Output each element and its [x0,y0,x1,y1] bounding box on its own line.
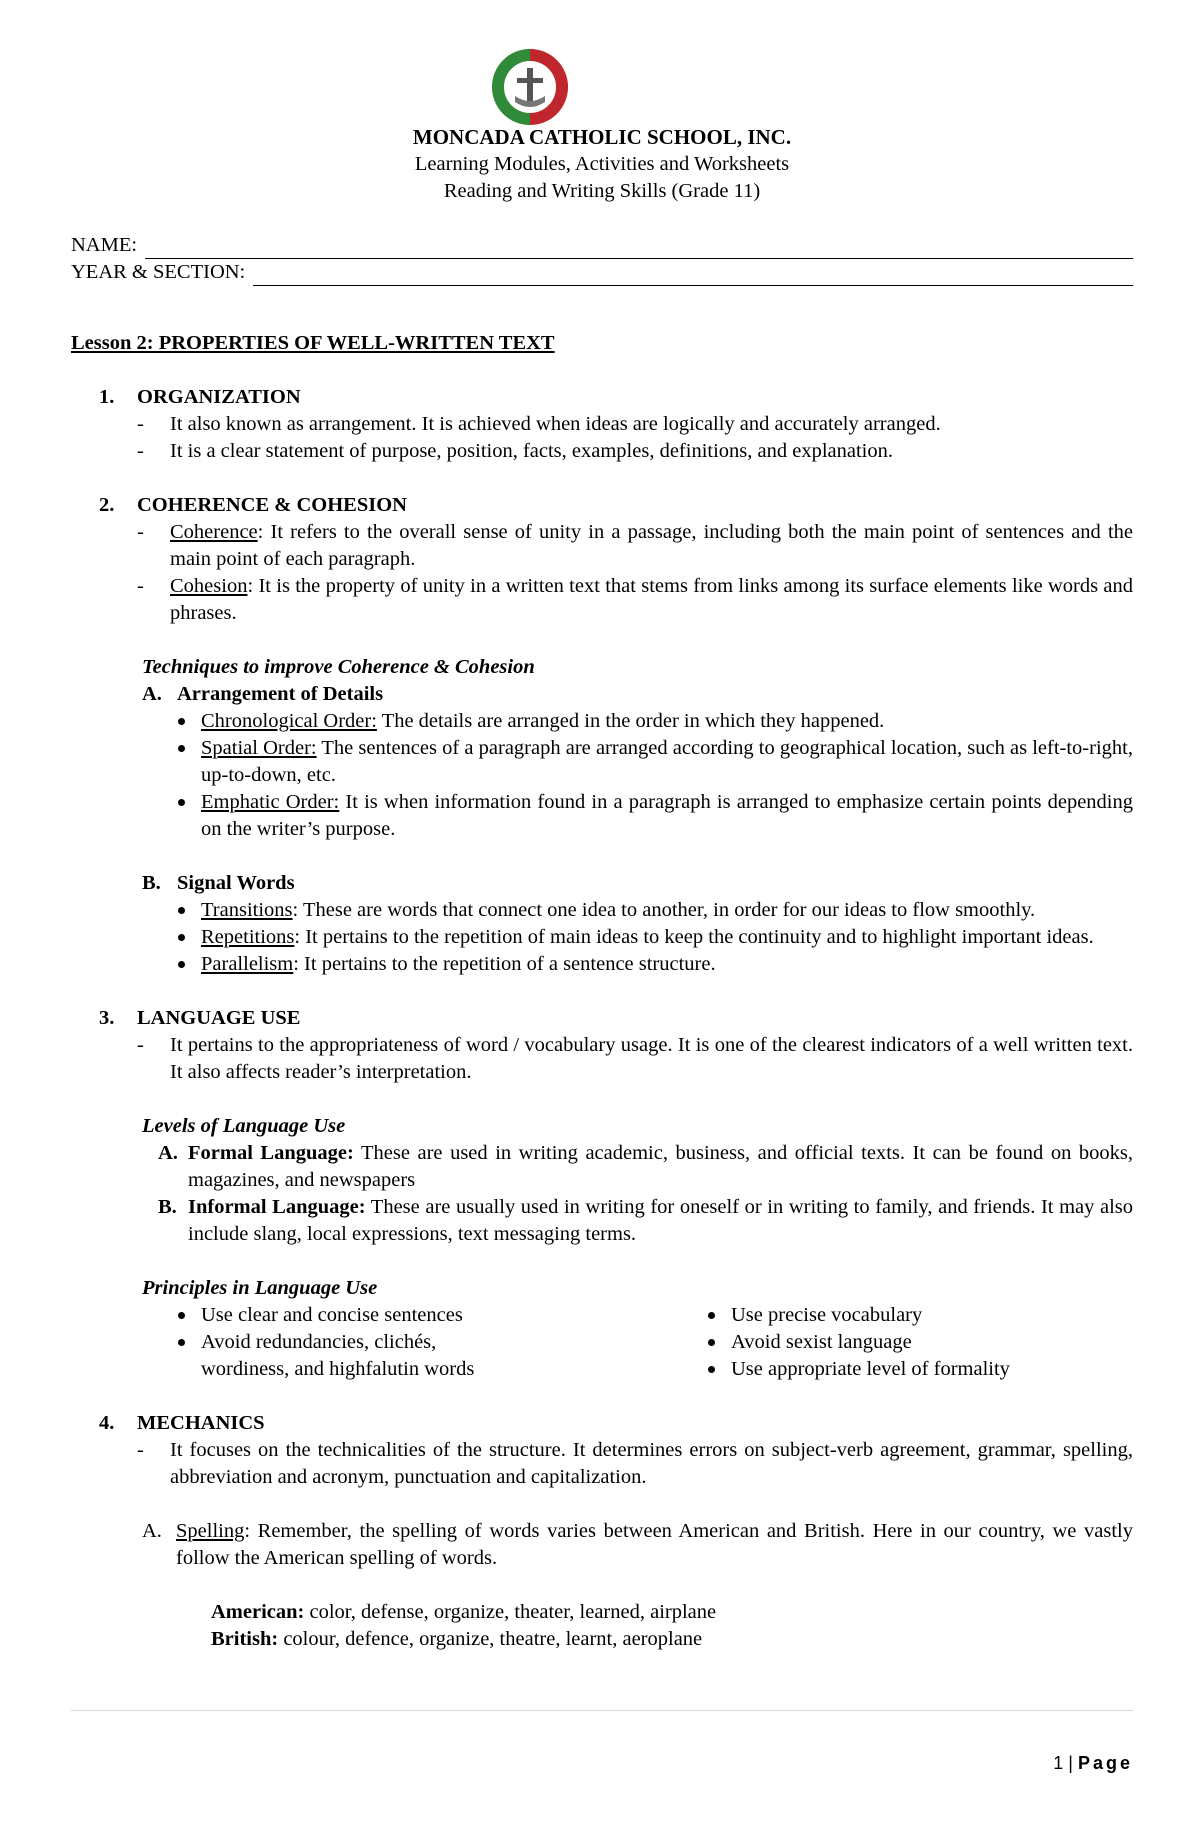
section-mechanics: 4. MECHANICS - It focuses on the technicalities of the structure. It determines errors on subject-verb agreement, grammar, spelling, abbreviation and acronym, punctuation and capitalization. A. Spelling: Remember, the spelling of words varies between American and British. Here in our country, we vastly follow the American spelling of words. American: color, defense, organize, theater, learned, airplane British: colour, defence, organize, theatre, learnt, aeroplane [71,1410,1133,1653]
page-label: Page [1077,1753,1133,1773]
list-item: Avoid sexist language [731,1331,912,1353]
list-item: Emphatic Order: It is when information found in a paragraph is arranged to emphasize certain points depending on the writer’s purpose. [201,791,1133,840]
list-item: Repetitions: It pertains to the repetition of main ideas to keep the continuity and to highlight important ideas. [201,926,1094,948]
list-item: It is a clear statement of purpose, position, facts, examples, definitions, and explanation. [170,440,893,462]
term-coherence: Coherence [170,521,258,543]
list-item: Use appropriate level of formality [731,1358,1010,1380]
section-title: MECHANICS [137,1412,265,1434]
section-number: 3. [99,1007,115,1029]
name-label: NAME: [71,234,138,256]
list-item: Transitions: These are words that connect one idea to another, in order for our ideas to flow smoothly. [201,899,1036,921]
list-item: Use clear and concise sentences [201,1304,463,1326]
school-name: MONCADA CATHOLIC SCHOOL, INC. [412,125,792,149]
student-info-fields [71,232,1133,286]
section-number: 2. [99,494,115,516]
principles-heading: Principles in Language Use [142,1277,378,1299]
page-number: 1 [1053,1753,1064,1773]
list-item: Spatial Order: The sentences of a paragraph are arranged according to geographical location, such as left-to-right, up-to-down, etc. [201,737,1133,786]
section-title: ORGANIZATION [137,386,301,408]
list-item: It focuses on the technicalities of the structure. It determines errors on subject-verb agreement, grammar, spelling, abbreviation and acronym, punctuation and capitalization. [170,1439,1133,1488]
section-title: COHERENCE & COHESION [137,494,407,516]
section-language-use: 3. LANGUAGE USE - It pertains to the appropriateness of word / vocabulary usage. It is one of the clearest indicators of a well written text. It also affects reader’s interpretation. Levels of Language Use A. Formal Language: These are used in writing academic, business, and official texts. It can be found on books, magazines, and newspapers B. Informal Language: These are usually used in writing for oneself or in writing to family, and friends. It may also include slang, local expressions, text messaging terms. Principles in Language Use Use clear and concise sentences Avoid redundancies, clichés, wordiness, and highfalutin words Use precise vocabulary Avoid sexist language Use appropriate level of formality [71,1005,1133,1383]
section-title: LANGUAGE USE [137,1007,301,1029]
list-item: Parallelism: It pertains to the repetition of a sentence structure. [201,953,716,975]
module-title: Learning Modules, Activities and Worksheets [414,153,790,175]
subject-title: Reading and Writing Skills (Grade 11) [443,180,761,202]
footer-divider [71,1710,1133,1711]
list-item: Cohesion: It is the property of unity in a written text that stems from links among its surface elements like words and phrases. [170,575,1133,624]
levels-heading: Levels of Language Use [142,1115,346,1137]
section-organization: 1. ORGANIZATION - It also known as arrangement. It is achieved when ideas are logically and accurately arranged. - It is a clear statement of purpose, position, facts, examples, definitions, and explanation. [71,384,1133,465]
list-item: Chronological Order: The details are arranged in the order in which they happened. [201,710,885,732]
school-seal-logo [489,46,571,128]
list-item: It also known as arrangement. It is achieved when ideas are logically and accurately arranged. [170,413,941,435]
list-item: It pertains to the appropriateness of word / vocabulary usage. It is one of the clearest indicators of a well written text. It also affects reader’s interpretation. [170,1034,1133,1083]
list-item: Avoid redundancies, clichés, wordiness, and highfalutin words [201,1331,475,1380]
name-field[interactable] [145,240,1133,259]
term-cohesion: Cohesion [170,575,248,597]
signal-words-heading: Signal Words [177,872,295,894]
section-number: 4. [99,1412,115,1434]
page-footer: 1 | Page [1053,1753,1133,1773]
section-label: YEAR & SECTION: [71,261,246,283]
section-field[interactable] [253,267,1133,286]
lesson-title: Lesson 2: PROPERTIES OF WELL-WRITTEN TEXT [71,332,555,354]
techniques-heading: Techniques to improve Coherence & Cohesion [142,656,535,678]
section-coherence-cohesion: 2. COHERENCE & COHESION - Coherence: It refers to the overall sense of unity in a passage, including both the main point of sentences and the main point of each paragraph. - Cohesion: It is the property of unity in a written text that stems from links among its surface elements like words and phrases. Techniques to improve Coherence & Cohesion A. Arrangement of Details Chronological Order: The details are arranged in the order in which they happened. Spatial Order: The sentences of a paragraph are arranged according to geographical location, such as left-to-right, up-to-down, etc. Emphatic Order: It is when information found in a paragraph is arranged to emphasize certain points depending on the writer’s purpose. B. Signal Words Transitions: These are words that connect one idea to another, in order for our ideas to flow smoothly. Repetitions: It pertains to the repetition of main ideas to keep the continuity and to highlight important ideas. Parallelism: It pertains to the repetition of a sentence structure. [71,492,1133,978]
list-item: Coherence: It refers to the overall sense of unity in a passage, including both the main point of sentences and the main point of each paragraph. [170,521,1133,570]
spelling-item: Spelling: Remember, the spelling of words varies between American and British. Here in our country, we vastly follow the American spelling of words. [176,1520,1133,1569]
list-item: Use precise vocabulary [731,1304,923,1326]
arrangement-heading: Arrangement of Details [177,683,384,705]
document-header [71,124,1133,205]
section-number: 1. [99,386,115,408]
spelling-examples: American: color, defense, organize, theater, learned, airplane British: colour, defence, organize, theatre, learnt, aeroplane [211,1601,717,1650]
